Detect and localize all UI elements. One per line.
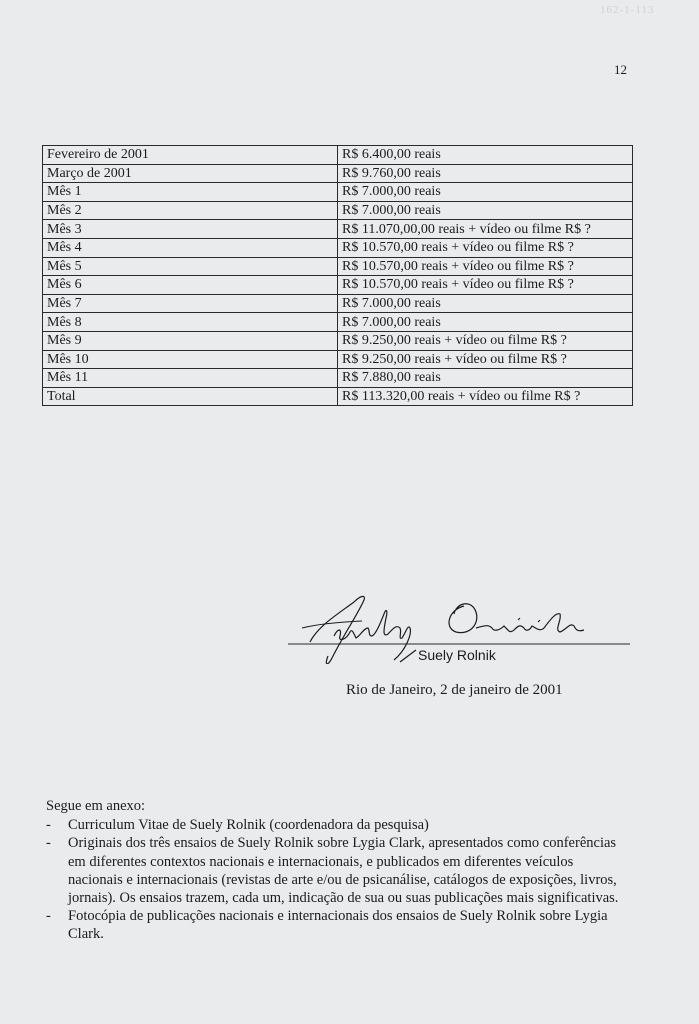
period-cell: Mês 4 bbox=[43, 238, 338, 257]
list-bullet: - bbox=[46, 817, 51, 834]
period-cell: Mês 7 bbox=[43, 294, 338, 313]
annex-intro: Segue em anexo: bbox=[46, 798, 146, 814]
table-row bbox=[43, 313, 633, 332]
list-bullet: - bbox=[46, 908, 51, 925]
table-row bbox=[43, 146, 633, 165]
page-number: 12 bbox=[614, 62, 627, 77]
annex-item bbox=[46, 834, 626, 907]
amount-cell: R$ 10.570,00 reais + vídeo ou filme R$ ? bbox=[338, 276, 633, 295]
annex-item-text: Originais dos três ensaios de Suely Rolnik sobre Lygia Clark, apresentados como conferências em diferentes contextos nacionais e internacionais, e publicados em diferentes veículos nacionais e internacionais (revistas de arte e/ou de psicanálise, catálogos de exposições, livros, jornais). Os ensaios trazem, cada um, indicação de sua ou suas publicações mais significativas. bbox=[68, 835, 619, 907]
table-row bbox=[43, 276, 633, 295]
period-cell: Mês 2 bbox=[43, 201, 338, 220]
period-cell: Mês 5 bbox=[43, 257, 338, 276]
annex-section bbox=[46, 797, 626, 944]
signer-name: Suely Rolnik bbox=[418, 647, 496, 663]
annex-list bbox=[46, 816, 626, 943]
period-cell: Total bbox=[43, 387, 338, 406]
annex-item-text: Fotocópia de publicações nacionais e internacionais dos ensaios de Suely Rolnik sobre Lygia Clark. bbox=[68, 908, 608, 943]
table-row bbox=[43, 201, 633, 220]
period-cell: Março de 2001 bbox=[43, 164, 338, 183]
table-row bbox=[43, 294, 633, 313]
table-row bbox=[43, 369, 633, 388]
amount-cell: R$ 9.250,00 reais + vídeo ou filme R$ ? bbox=[338, 350, 633, 369]
annex-item bbox=[46, 816, 626, 834]
period-cell: Mês 6 bbox=[43, 276, 338, 295]
table-row bbox=[43, 220, 633, 239]
period-cell: Fevereiro de 2001 bbox=[43, 146, 338, 165]
amount-cell: R$ 6.400,00 reais bbox=[338, 146, 633, 165]
total-row bbox=[43, 387, 633, 406]
annex-item bbox=[46, 907, 626, 943]
amount-cell: R$ 7.000,00 reais bbox=[338, 201, 633, 220]
period-cell: Mês 8 bbox=[43, 313, 338, 332]
budget-table-body bbox=[43, 146, 633, 406]
amount-cell: R$ 10.570,00 reais + vídeo ou filme R$ ? bbox=[338, 238, 633, 257]
amount-cell: R$ 7.000,00 reais bbox=[338, 294, 633, 313]
table-row bbox=[43, 238, 633, 257]
corner-pencil-note: 162-1-113 bbox=[600, 4, 655, 16]
table-row bbox=[43, 164, 633, 183]
table-row bbox=[43, 183, 633, 202]
table-row bbox=[43, 257, 633, 276]
amount-cell: R$ 113.320,00 reais + vídeo ou filme R$ ? bbox=[338, 387, 633, 406]
period-cell: Mês 1 bbox=[43, 183, 338, 202]
period-cell: Mês 3 bbox=[43, 220, 338, 239]
amount-cell: R$ 9.250,00 reais + vídeo ou filme R$ ? bbox=[338, 331, 633, 350]
annex-item-text: Curriculum Vitae de Suely Rolnik (coordenadora da pesquisa) bbox=[68, 817, 429, 834]
budget-table bbox=[42, 145, 633, 406]
table-row bbox=[43, 350, 633, 369]
amount-cell: R$ 10.570,00 reais + vídeo ou filme R$ ? bbox=[338, 257, 633, 276]
amount-cell: R$ 7.000,00 reais bbox=[338, 313, 633, 332]
place-and-date: Rio de Janeiro, 2 de janeiro de 2001 bbox=[346, 682, 563, 698]
period-cell: Mês 11 bbox=[43, 369, 338, 388]
period-cell: Mês 10 bbox=[43, 350, 338, 369]
amount-cell: R$ 11.070,00,00 reais + vídeo ou filme R$ ? bbox=[338, 220, 633, 239]
table-row bbox=[43, 331, 633, 350]
amount-cell: R$ 9.760,00 reais bbox=[338, 164, 633, 183]
list-bullet: - bbox=[46, 835, 51, 852]
amount-cell: R$ 7.880,00 reais bbox=[338, 369, 633, 388]
amount-cell: R$ 7.000,00 reais bbox=[338, 183, 633, 202]
period-cell: Mês 9 bbox=[43, 331, 338, 350]
